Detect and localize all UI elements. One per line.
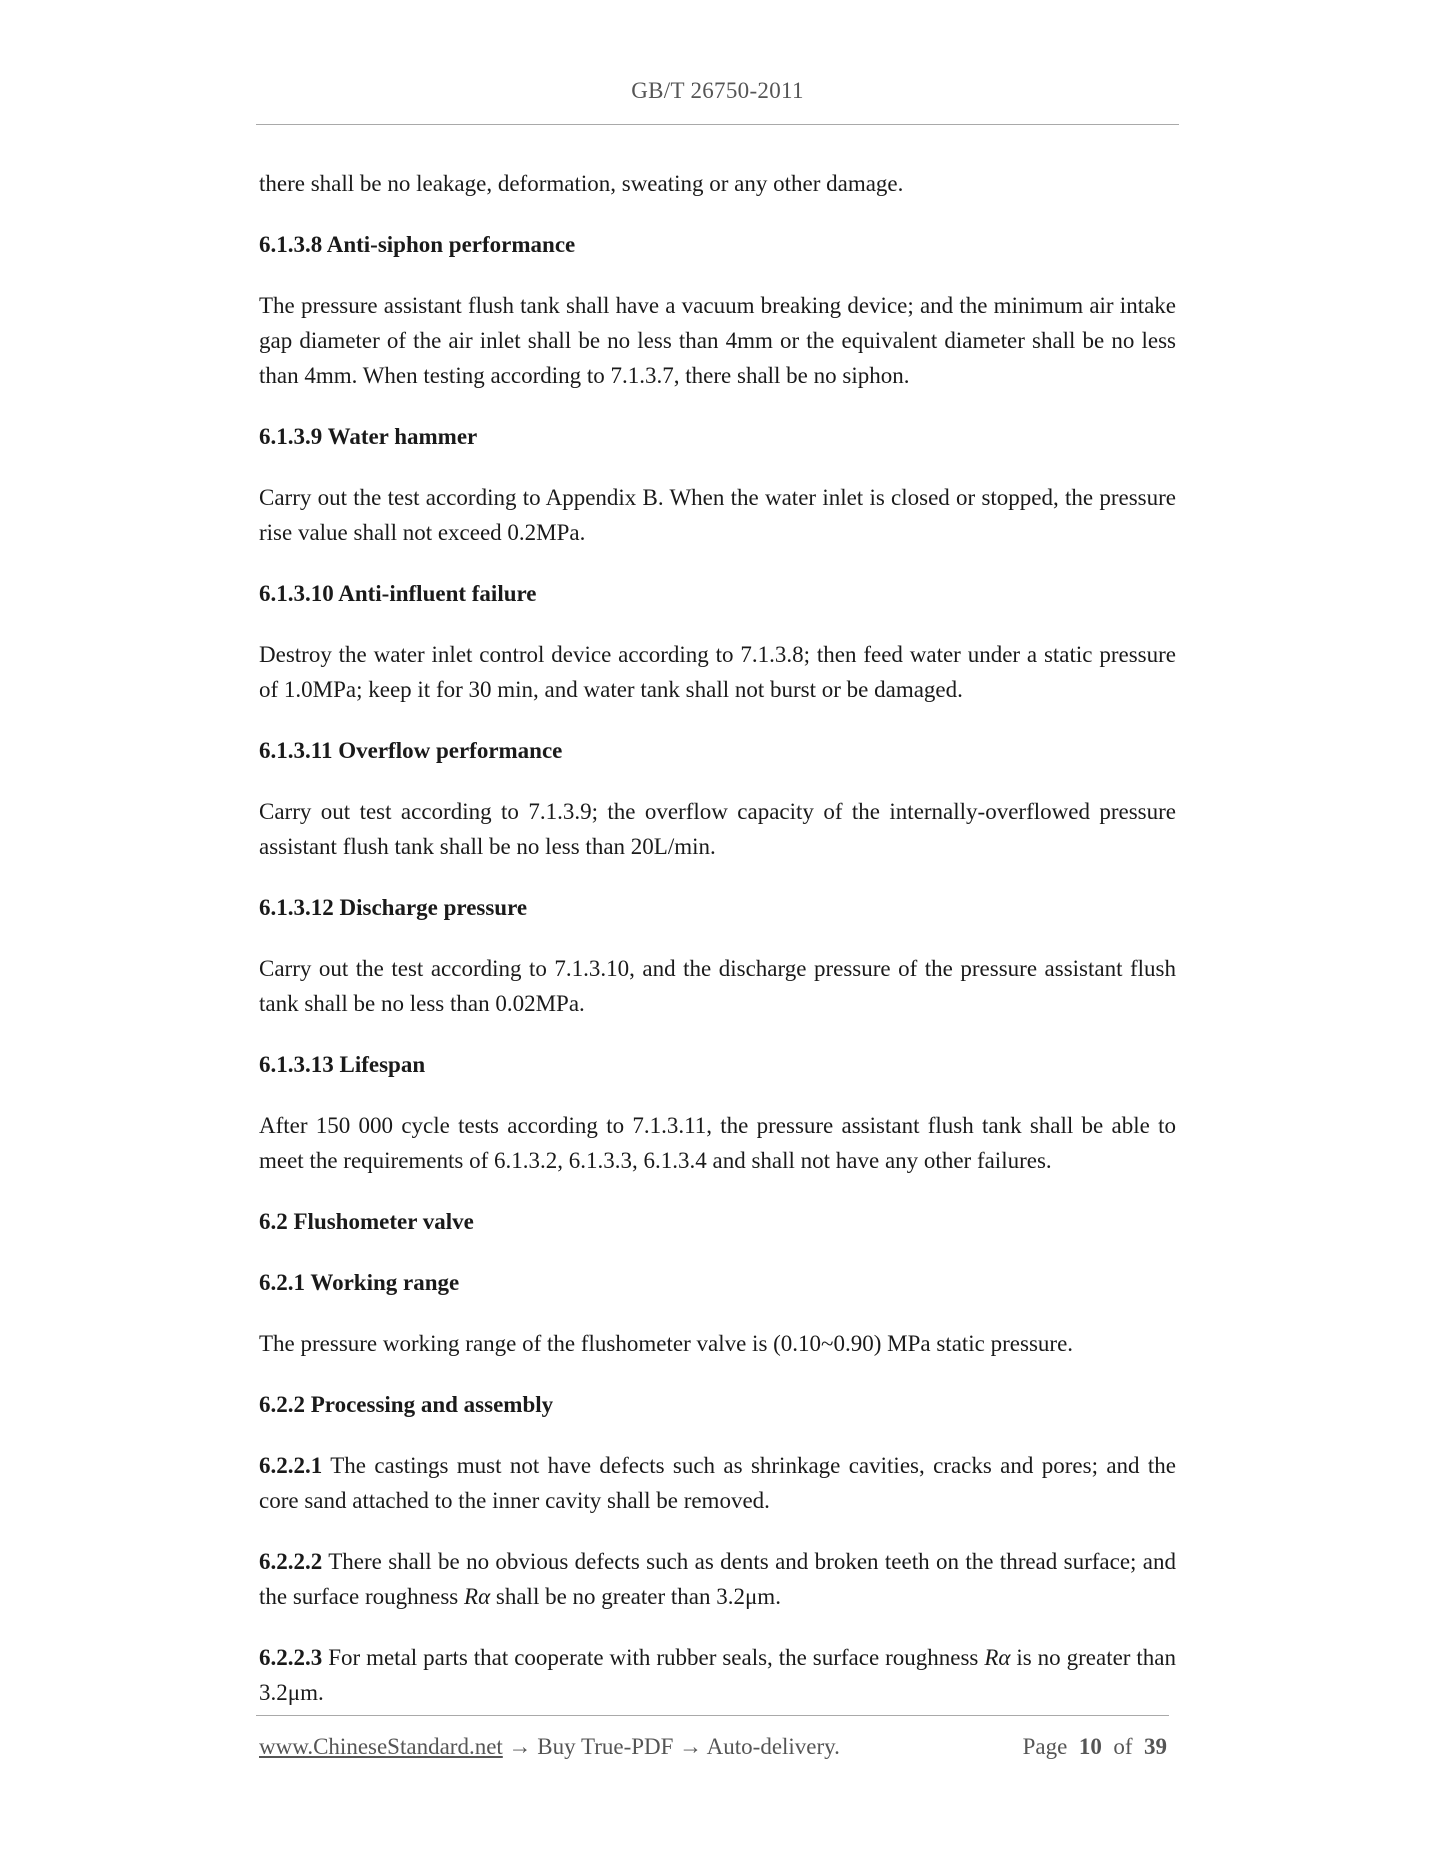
header-divider (256, 124, 1179, 125)
page-header: GB/T 26750-2011 (631, 78, 804, 103)
heading-6-2-1: 6.2.1 Working range (259, 1270, 460, 1295)
clause-number: 6.2.2.2 (259, 1549, 323, 1574)
heading-6-2: 6.2 Flushometer valve (259, 1209, 474, 1234)
heading-6-1-3-10: 6.1.3.10 Anti-influent failure (259, 581, 537, 606)
footer-promo (259, 1734, 840, 1760)
paragraph-6-2-2-3 (259, 1640, 1176, 1710)
heading-6-1-3-13: 6.1.3.13 Lifespan (259, 1052, 426, 1077)
paragraph-6-1-3-10: Destroy the water inlet control device according to 7.1.3.8; then feed water under a static pressure of 1.0MPa; keep it for 30 min, and water tank shall not burst or be damaged. (259, 642, 1176, 702)
clause-text: The castings must not have defects such as shrinkage cavities, cracks and pores; and the core sand attached to the inner cavity shall be removed. (259, 1453, 1176, 1513)
page-footer (259, 1734, 1167, 1760)
paragraph-6-2-1: The pressure working range of the flushometer valve is (0.10~0.90) MPa static pressure. (259, 1331, 1074, 1356)
clause-text: For metal parts that cooperate with rubber seals, the surface roughness (322, 1645, 985, 1670)
paragraph-6-1-3-9: Carry out the test according to Appendix B. When the water inlet is closed or stopped, the pressure rise value shall not exceed 0.2MPa. (259, 485, 1176, 545)
clause-number: 6.2.2.1 (259, 1453, 323, 1478)
paragraph-6-1-3-13: After 150 000 cycle tests according to 7.1.3.11, the pressure assistant flush tank shall be able to meet the requirements of 6.1.3.2, 6.1.3.3, 6.1.3.4 and shall not have any other failures. (259, 1113, 1176, 1173)
heading-6-2-2: 6.2.2 Processing and assembly (259, 1392, 554, 1417)
clause-number: 6.2.2.3 (259, 1645, 323, 1670)
paragraph-6-2-2-2 (259, 1544, 1176, 1614)
promo-text: → Buy True-PDF → Auto-delivery. (502, 1734, 840, 1759)
paragraph-6-1-3-8: The pressure assistant flush tank shall have a vacuum breaking device; and the minimum air intake gap diameter of the air inlet shall be no less than 4mm or the equivalent diameter shall be no less than 4mm. When testing according to 7.1.3.7, there shall be no siphon. (259, 293, 1176, 388)
heading-6-1-3-12: 6.1.3.12 Discharge pressure (259, 895, 528, 920)
document-body (259, 166, 1176, 1736)
paragraph-6-1-3-12: Carry out the test according to 7.1.3.10, and the discharge pressure of the pressure assistant flush tank shall be no less than 0.02MPa. (259, 956, 1176, 1016)
page-number (1023, 1734, 1167, 1760)
paragraph-continued: there shall be no leakage, deformation, sweating or any other damage. (259, 171, 904, 196)
roughness-symbol: Rα (984, 1645, 1011, 1670)
heading-6-1-3-8: 6.1.3.8 Anti-siphon performance (259, 232, 576, 257)
page-current: 10 (1078, 1734, 1102, 1759)
paragraph-6-2-2-1 (259, 1448, 1176, 1518)
page-of: of (1113, 1734, 1133, 1759)
site-link[interactable]: www.ChineseStandard.net (259, 1734, 503, 1759)
footer-divider (256, 1715, 1169, 1716)
clause-text: There shall be no obvious defects such as dents and broken teeth on the thread surface; and the surface roughness (259, 1549, 1176, 1609)
paragraph-6-1-3-11: Carry out test according to 7.1.3.9; the overflow capacity of the internally-overflowed pressure assistant flush tank shall be no less than 20L/min. (259, 799, 1176, 859)
heading-6-1-3-11: 6.1.3.11 Overflow performance (259, 738, 563, 763)
page-total: 39 (1144, 1734, 1167, 1759)
clause-text: shall be no greater than 3.2μm. (490, 1584, 781, 1609)
heading-6-1-3-9: 6.1.3.9 Water hammer (259, 424, 478, 449)
clause-text: is no greater than 3.2μm. (259, 1645, 1176, 1705)
roughness-symbol: Rα (464, 1584, 491, 1609)
page-label: Page (1022, 1734, 1068, 1759)
